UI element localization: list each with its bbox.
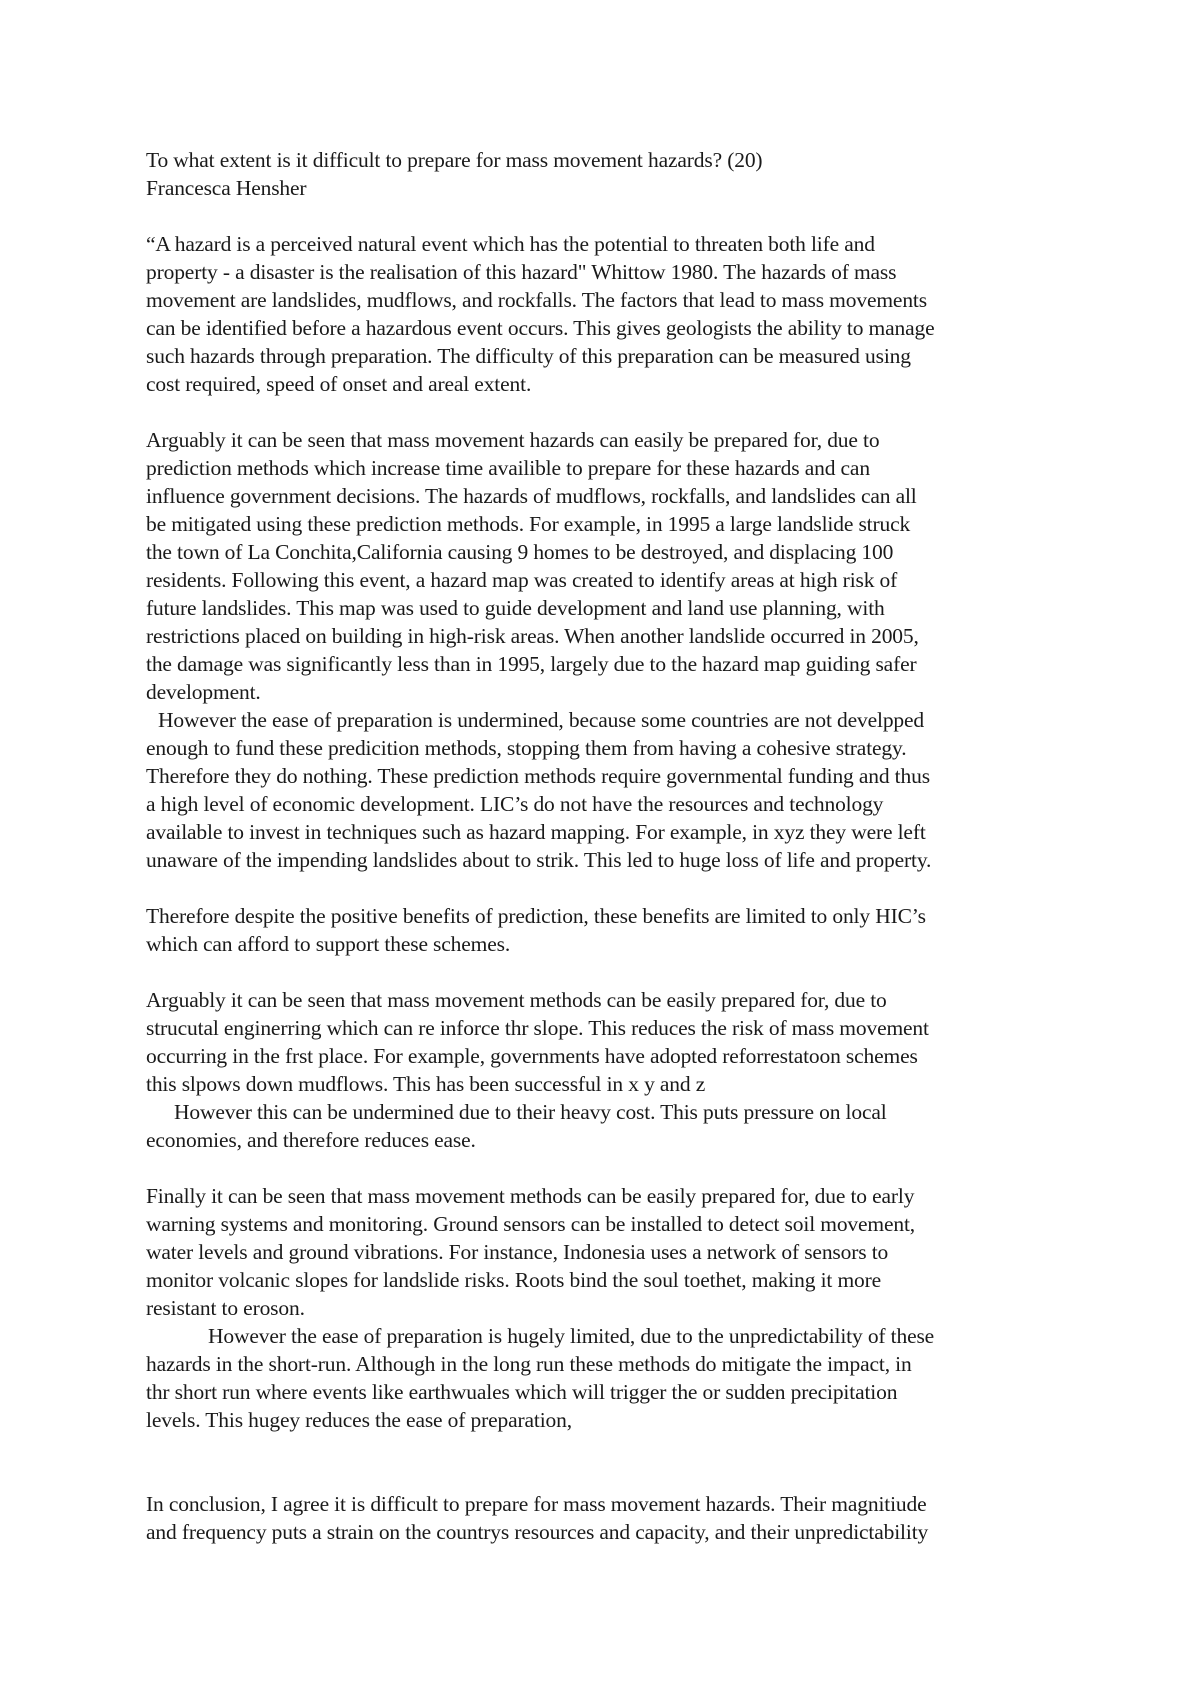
text-line: be mitigated using these prediction methods. For example, in 1995 a large landslide struck	[146, 512, 911, 536]
text-line: Therefore despite the positive benefits of prediction, these benefits are limited to only HIC’s	[146, 904, 926, 928]
text-line: residents. Following this event, a hazard map was created to identify areas at high risk of	[146, 568, 898, 592]
text-line: water levels and ground vibrations. For instance, Indonesia uses a network of sensors to	[146, 1240, 889, 1264]
text-line: economies, and therefore reduces ease.	[146, 1128, 476, 1152]
text-line: this slpows down mudflows. This has been successful in x y and z	[146, 1072, 706, 1096]
text-line: movement are landslides, mudflows, and rockfalls. The factors that lead to mass movements	[146, 288, 927, 312]
spacer	[146, 1434, 1066, 1490]
author-name: Francesca Hensher	[146, 176, 307, 200]
text-line: Therefore they do nothing. These prediction methods require governmental funding and thus	[146, 764, 930, 788]
text-line: Arguably it can be seen that mass movement methods can be easily prepared for, due to	[146, 988, 887, 1012]
text-line: However the ease of preparation is hugely limited, due to the unpredictability of these	[208, 1324, 935, 1348]
paragraph-prediction-judgement	[146, 902, 1066, 958]
text-line: available to invest in techniques such as hazard mapping. For example, in xyz they were left	[146, 820, 926, 844]
text-line: can be identified before a hazardous event occurs. This gives geologists the ability to manage	[146, 316, 935, 340]
text-line: resistant to eroson.	[146, 1296, 305, 1320]
text-line: levels. This hugey reduces the ease of preparation,	[146, 1408, 572, 1432]
text-line: hazards in the short-run. Although in the long run these methods do mitigate the impact, in	[146, 1352, 912, 1376]
spacer	[146, 874, 1066, 902]
text-line: enough to fund these predicition methods, stopping them from having a cohesive strategy.	[146, 736, 907, 760]
paragraph-prediction-counter	[146, 706, 1066, 874]
text-line: future landslides. This map was used to guide development and land use planning, with	[146, 596, 885, 620]
text-line: In conclusion, I agree it is difficult to prepare for mass movement hazards. Their magnitiude	[146, 1492, 927, 1516]
spacer	[146, 398, 1066, 426]
text-line: the damage was significantly less than in 1995, largely due to the hazard map guiding safer	[146, 652, 917, 676]
text-line: strucutal enginerring which can re inforce thr slope. This reduces the risk of mass movement	[146, 1016, 929, 1040]
paragraph-prediction	[146, 426, 1066, 706]
text-line: cost required, speed of onset and areal extent.	[146, 372, 532, 396]
essay-title: To what extent is it difficult to prepare for mass movement hazards? (20)	[146, 148, 763, 172]
spacer	[146, 202, 1066, 230]
text-line: and frequency puts a strain on the countrys resources and capacity, and their unpredictability	[146, 1520, 929, 1544]
text-line: occurring in the frst place. For example, governments have adopted reforrestatoon schemes	[146, 1044, 918, 1068]
text-line: such hazards through preparation. The difficulty of this preparation can be measured using	[146, 344, 911, 368]
text-line: a high level of economic development. LIC’s do not have the resources and technology	[146, 792, 884, 816]
text-line: property - a disaster is the realisation of this hazard" Whittow 1980. The hazards of mass	[146, 260, 897, 284]
paragraph-conclusion	[146, 1490, 1066, 1546]
spacer	[146, 958, 1066, 986]
paragraph-intro	[146, 230, 1066, 398]
text-line: development.	[146, 680, 261, 704]
text-line: unaware of the impending landslides about to strik. This led to huge loss of life and property.	[146, 848, 932, 872]
text-line: However this can be undermined due to their heavy cost. This puts pressure on local	[174, 1100, 887, 1124]
text-line: However the ease of preparation is undermined, because some countries are not develpped	[158, 708, 925, 732]
text-line: warning systems and monitoring. Ground sensors can be installed to detect soil movement,	[146, 1212, 916, 1236]
text-line: the town of La Conchita,California causing 9 homes to be destroyed, and displacing 100	[146, 540, 894, 564]
text-line: thr short run where events like earthwuales which will trigger the or sudden precipitation	[146, 1380, 898, 1404]
text-line: restrictions placed on building in high-risk areas. When another landslide occurred in 2005,	[146, 624, 919, 648]
text-line: influence government decisions. The hazards of mudflows, rockfalls, and landslides can all	[146, 484, 917, 508]
text-line: “A hazard is a perceived natural event which has the potential to threaten both life and	[146, 232, 875, 256]
text-line: monitor volcanic slopes for landslide risks. Roots bind the soul toethet, making it more	[146, 1268, 882, 1292]
text-line: Finally it can be seen that mass movement methods can be easily prepared for, due to early	[146, 1184, 915, 1208]
spacer	[146, 1154, 1066, 1182]
paragraph-engineering	[146, 986, 1066, 1098]
text-line: which can afford to support these schemes.	[146, 932, 511, 956]
text-line: prediction methods which increase time availible to prepare for these hazards and can	[146, 456, 870, 480]
essay-body	[146, 146, 1066, 1546]
text-line: Arguably it can be seen that mass movement hazards can easily be prepared for, due to	[146, 428, 880, 452]
paragraph-engineering-counter	[146, 1098, 1066, 1154]
paragraph-warning	[146, 1182, 1066, 1322]
paragraph-warning-counter	[146, 1322, 1066, 1434]
